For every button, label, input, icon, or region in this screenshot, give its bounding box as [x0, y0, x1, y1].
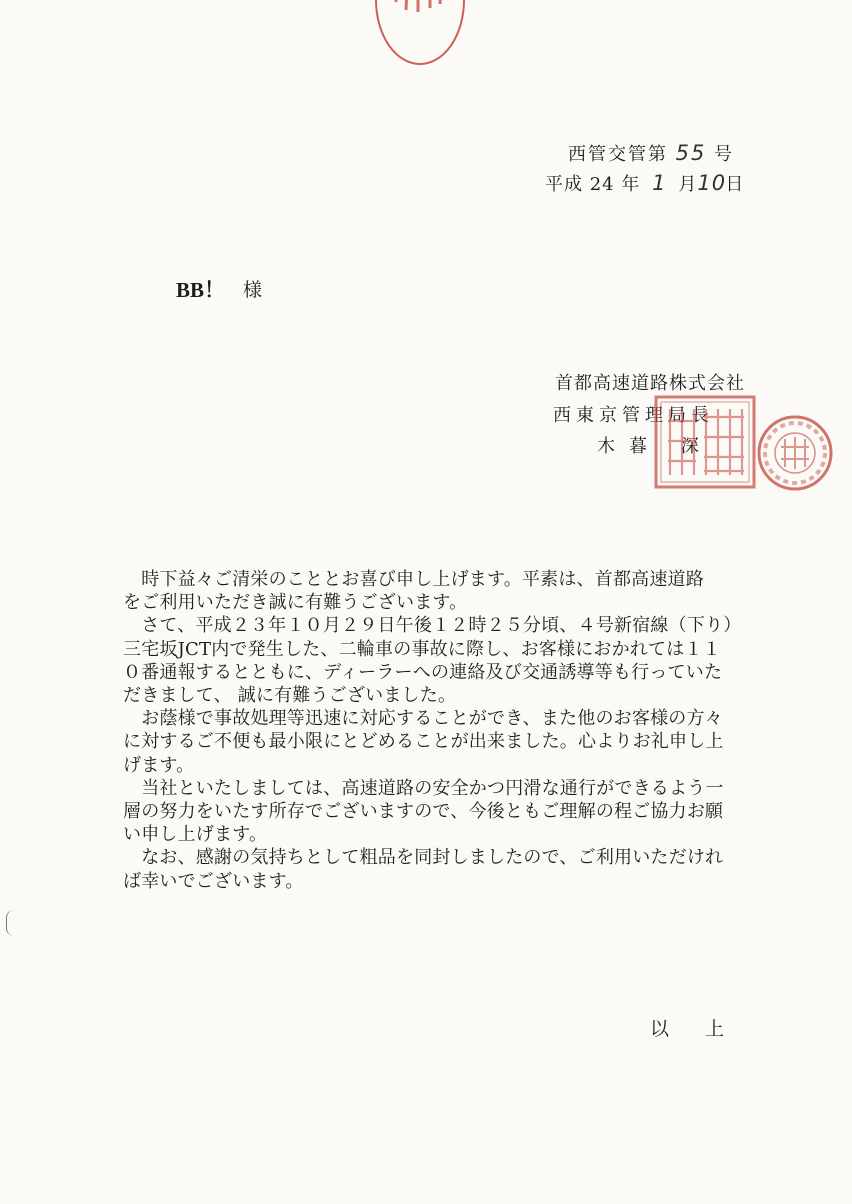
- body-line: ば幸いでございます。: [123, 870, 304, 892]
- body-line: だきまして、 誠に有難うございました。: [123, 685, 457, 707]
- document-number-suffix: 号: [714, 144, 734, 165]
- document-date: [545, 170, 744, 196]
- body-line: なお、感謝の気持ちとして粗品を同封しましたので、ご利用いただけれ: [123, 847, 724, 869]
- body-line: をご利用いただき誠に有難うございます。: [123, 592, 468, 614]
- sender-company: 首都高速道路株式会社: [555, 373, 745, 394]
- date-day: 10: [697, 171, 727, 195]
- body-line: 層の努力をいたす所存でございますので、今後ともご理解の程ご協力お願: [123, 801, 724, 823]
- sender-name: 木暮 深: [597, 436, 713, 457]
- date-month: 1: [652, 171, 667, 195]
- date-month-unit: 月: [678, 174, 698, 195]
- body-line: 三宅坂JCT内で発生した、二輪車の事故に際し、お客様におかれては１１: [123, 638, 721, 660]
- recipient-name: BB！: [176, 278, 226, 302]
- body-line: 時下益々ご清栄のこととお喜び申し上げます。平素は、首都高速道路: [123, 569, 704, 590]
- official-round-seal: [755, 413, 835, 493]
- body-line: げます。: [123, 754, 195, 776]
- body-line: さて、平成２３年１０月２９日午後１２時２５分頃、４号新宿線（下り）: [123, 615, 742, 637]
- body-line: ０番通報するとともに、ディーラーへの連絡及び交通誘導等も行っていた: [123, 661, 723, 683]
- body-line: に対するご不便も最小限にとどめることが出来ました。心よりお礼申し上: [123, 731, 724, 753]
- letter-body: [123, 568, 743, 893]
- closing-text: 以上: [650, 1018, 761, 1040]
- date-era-year: 平成 24 年: [545, 174, 641, 195]
- official-square-seal: [650, 391, 760, 493]
- body-line: 当社といたしましては、高速道路の安全かつ円滑な通行ができるよう一: [123, 777, 724, 799]
- document-number: [568, 140, 734, 166]
- top-seal-stamp: [372, 0, 468, 68]
- document-number-value: 55: [675, 141, 707, 165]
- body-line: お蔭様で事故処理等迅速に対応することができ、また他のお客様の方々: [123, 708, 723, 730]
- date-day-unit: 日: [725, 174, 745, 195]
- body-line: い申し上げます。: [123, 824, 268, 846]
- document-number-prefix: 西管交管第: [568, 144, 668, 165]
- margin-mark: [6, 910, 15, 936]
- sender-position: 西東京管理局長: [553, 405, 714, 426]
- recipient-honorific: 様: [243, 279, 263, 301]
